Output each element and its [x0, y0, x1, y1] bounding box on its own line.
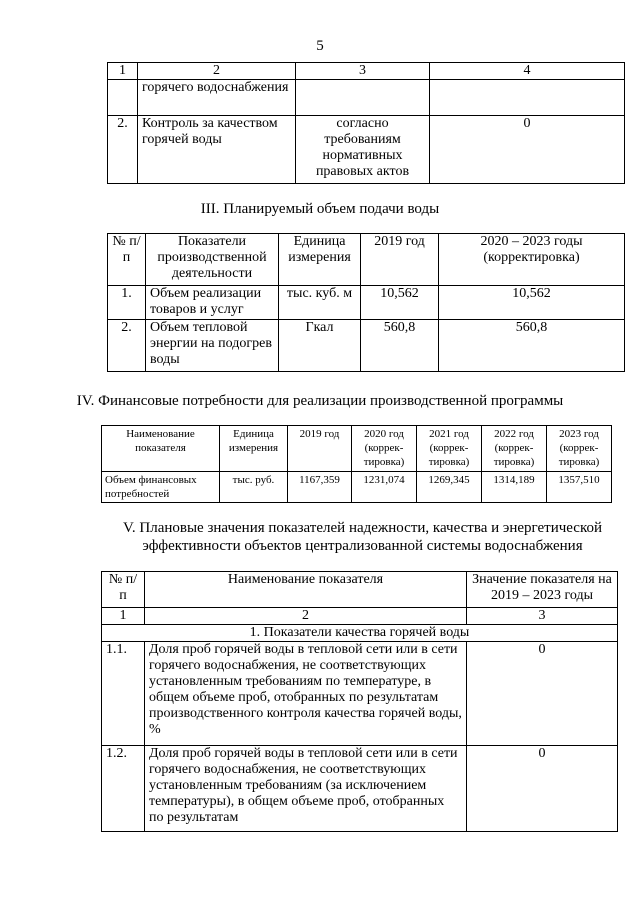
row-name: Доля проб горячей воды в тепловой сети или в сети горячего водоснабжения, не соответствующих установленным требованиям по температуре, в общем объеме проб, отобранных по результатам производственного контроля качества горячей воды, % [145, 642, 467, 746]
header-cell: 1 [108, 63, 138, 80]
table-header-row [108, 234, 625, 286]
header-name: Наименование показателя [145, 572, 467, 608]
header-indicator: Показатели производственной деятельности [146, 234, 279, 286]
row-number: 1.1. [102, 642, 145, 746]
row-cell: тыс. руб. [220, 472, 288, 503]
header-num: № п/п [102, 572, 145, 608]
header-value: Значение показателя на 2019 – 2023 годы [467, 572, 618, 608]
row-number: 1. [108, 286, 146, 320]
continuation-table [107, 62, 625, 184]
header-unit: Единица измерения [279, 234, 361, 286]
row-name: Контроль за качеством горячей воды [138, 116, 296, 184]
row-number [108, 80, 138, 116]
row-2020-2023: 560,8 [439, 320, 625, 372]
column-number: 1 [102, 608, 145, 625]
table-row [108, 320, 625, 372]
row-indicator: Объем тепловой энергии на подогрев воды [146, 320, 279, 372]
header-cell: Единица измерения [220, 426, 288, 472]
header-2019: 2019 год [361, 234, 439, 286]
header-cell: 2019 год [288, 426, 352, 472]
row-number: 2. [108, 320, 146, 372]
group-title: 1. Показатели качества горячей воды [102, 625, 618, 642]
header-cell: 2020 год (коррек-тировка) [352, 426, 417, 472]
table-row [108, 80, 625, 116]
water-supply-table [107, 233, 625, 372]
table-row [102, 642, 618, 746]
row-unit: тыс. куб. м [279, 286, 361, 320]
row-2019: 560,8 [361, 320, 439, 372]
row-unit [296, 80, 430, 116]
page-number: 5 [316, 38, 324, 54]
header-cell: 2 [138, 63, 296, 80]
row-number: 2. [108, 116, 138, 184]
row-value: 0 [430, 116, 625, 184]
row-name: горячего водоснабжения [138, 80, 296, 116]
header-cell: 3 [296, 63, 430, 80]
row-indicator: Объем реализации товаров и услуг [146, 286, 279, 320]
row-cell: 1314,189 [482, 472, 547, 503]
row-value: 0 [467, 746, 618, 832]
row-2019: 10,562 [361, 286, 439, 320]
table-row [102, 746, 618, 832]
row-cell: 1357,510 [547, 472, 612, 503]
row-number: 1.2. [102, 746, 145, 832]
column-number-row [102, 608, 618, 625]
row-2020-2023: 10,562 [439, 286, 625, 320]
section-4-title: IV. Финансовые потребности для реализации производственной программы [76, 393, 564, 409]
row-unit: согласно требованиям нормативных правовых актов [296, 116, 430, 184]
row-value: 0 [467, 642, 618, 746]
table-header-row [108, 63, 625, 80]
header-cell: Наименование показателя [102, 426, 220, 472]
row-value [430, 80, 625, 116]
table-header-row [102, 572, 618, 608]
header-2020-2023: 2020 – 2023 годы (корректировка) [439, 234, 625, 286]
section-5-title: V. Плановые значения показателей надежности, качества и энергетической эффективности объектов централизованной системы водоснабжения [122, 520, 603, 554]
table-row [108, 116, 625, 184]
header-cell: 4 [430, 63, 625, 80]
column-number: 2 [145, 608, 467, 625]
row-unit: Гкал [279, 320, 361, 372]
group-row [102, 625, 618, 642]
financial-needs-table [101, 425, 612, 503]
column-number: 3 [467, 608, 618, 625]
header-cell: 2023 год (коррек-тировка) [547, 426, 612, 472]
table-row [102, 472, 612, 503]
table-row [108, 286, 625, 320]
header-num: № п/п [108, 234, 146, 286]
row-cell: 1167,359 [288, 472, 352, 503]
row-cell: Объем финансовых потребностей [102, 472, 220, 503]
row-name: Доля проб горячей воды в тепловой сети или в сети горячего водоснабжения, не соответствующих установленным требованиям (за исключением температуры), в общем объеме проб, отобранных по результатам [145, 746, 467, 832]
header-cell: 2022 год (коррек-тировка) [482, 426, 547, 472]
row-cell: 1269,345 [417, 472, 482, 503]
table-header-row [102, 426, 612, 472]
indicators-table [101, 571, 618, 832]
row-cell: 1231,074 [352, 472, 417, 503]
header-cell: 2021 год (коррек-тировка) [417, 426, 482, 472]
section-3-title: III. Планируемый объем подачи воды [200, 201, 440, 217]
